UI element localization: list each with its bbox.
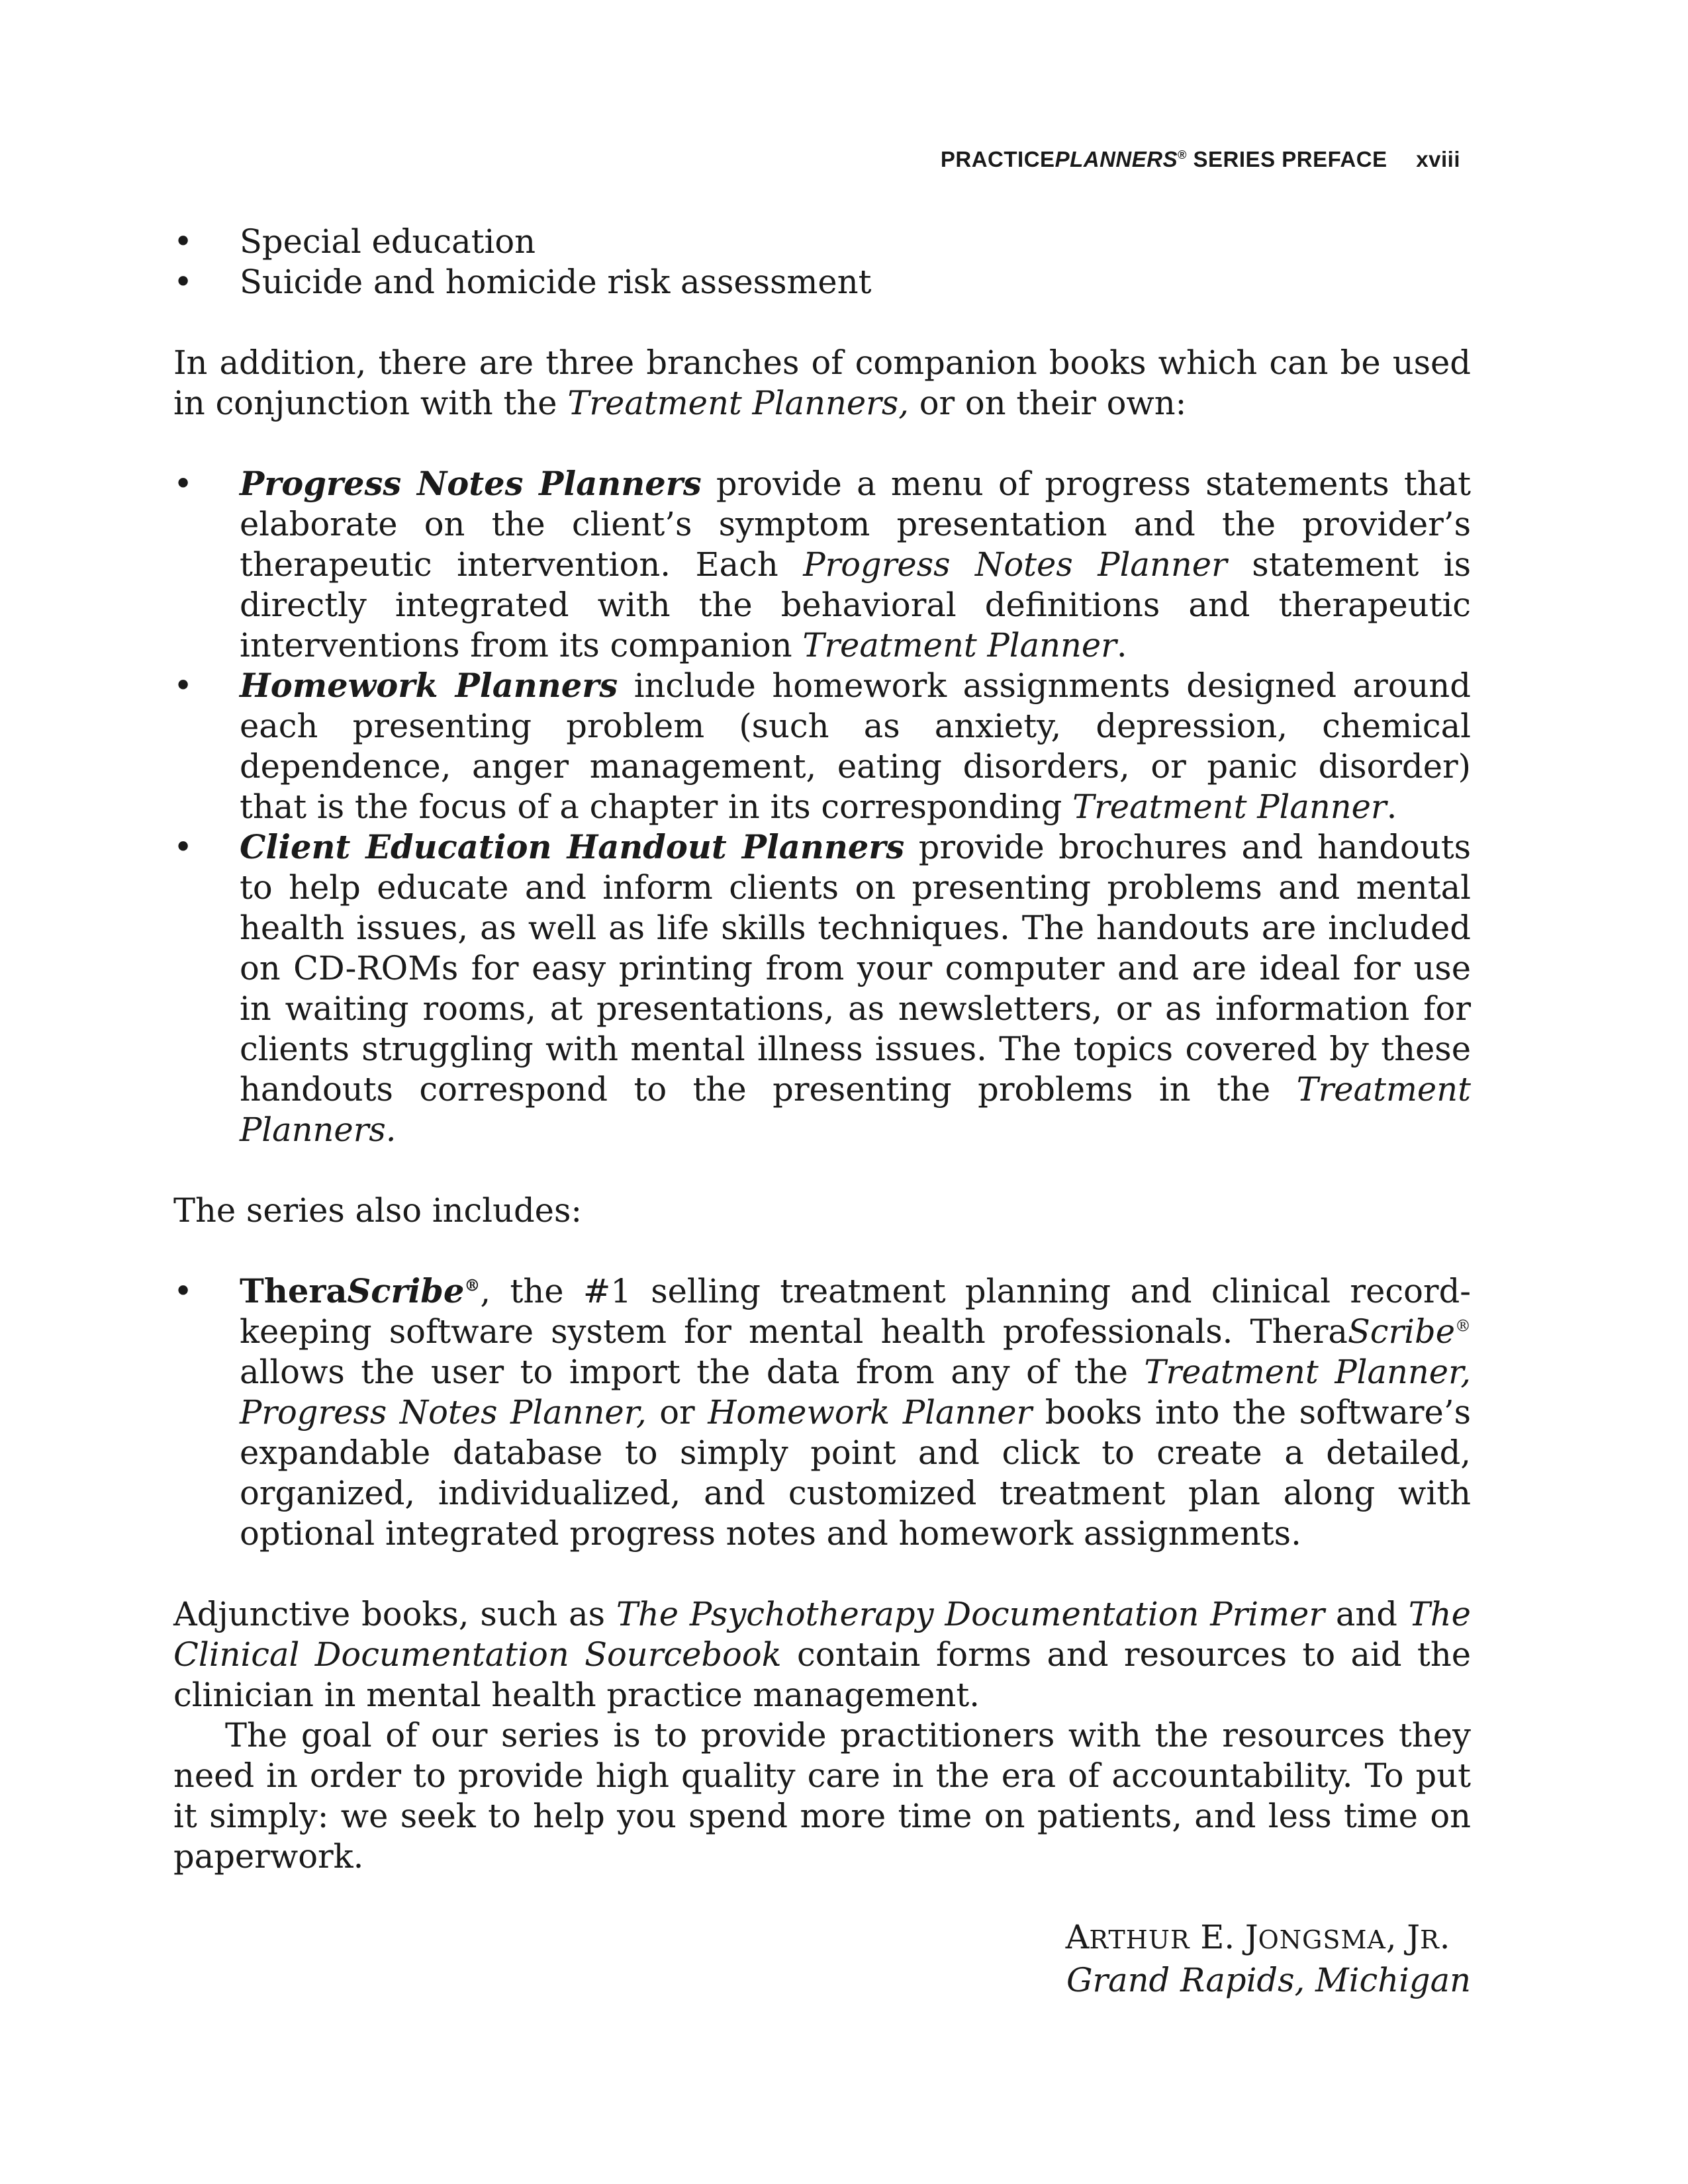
list-item-title: Treatment Planner bbox=[1072, 788, 1387, 826]
intro-text-end: or on their own: bbox=[908, 384, 1187, 422]
list-item-text: provide a menu of progress statements that elaborate on the client’s symptom presentation and the provider’s therapeutic intervention. Each bbox=[240, 465, 1471, 584]
list-item-text: . bbox=[1116, 626, 1127, 664]
list-item-title: Homework Planner bbox=[708, 1393, 1033, 1432]
author-initial: A bbox=[1065, 1918, 1090, 1956]
bullet-icon: • bbox=[173, 1272, 193, 1310]
author-smallcaps: RTHUR bbox=[1089, 1925, 1190, 1954]
bullet-icon: • bbox=[173, 222, 193, 261]
author-initial: J bbox=[1244, 1918, 1258, 1956]
intro-paragraph bbox=[173, 343, 1471, 424]
intro-title: Treatment Planners, bbox=[567, 384, 909, 422]
bullet-icon: • bbox=[173, 263, 193, 301]
running-head bbox=[941, 147, 1460, 172]
book-title: The Psychotherapy Documentation Primer bbox=[616, 1595, 1325, 1633]
product-name-italic: Scribe bbox=[1347, 1312, 1455, 1351]
series-includes-paragraph: The series also includes: bbox=[173, 1191, 583, 1230]
list-item-title: Treatment Planner bbox=[802, 626, 1117, 664]
list-item-text: provide brochures and handouts to help educate and inform clients on presenting problems and mental health issues, as well as life skills techniques. The handouts are included on CD-ROMs for easy printing from your computer and are ideal for use in waiting rooms, at presentations, as newsletters, or as information for clients struggling with mental illness issues. The topics covered by these handouts correspond to the presenting problems in the bbox=[240, 828, 1471, 1109]
signature-block bbox=[173, 1917, 1471, 2001]
list-item-text: Suicide and homicide risk assessment bbox=[240, 263, 872, 301]
author-smallcaps: ONGSMA bbox=[1258, 1925, 1386, 1954]
bullet-icon: • bbox=[173, 666, 193, 705]
list-item bbox=[173, 262, 1471, 302]
author-location: Grand Rapids, Michigan bbox=[1066, 1961, 1471, 1999]
list-item-text: include homework assignments designed around each presenting problem (such as anxiety, depression, chemical dependence, anger management, eating disorders, or panic disorder) that is the focus of a chapter in its corresponding bbox=[240, 666, 1471, 826]
page-number: xviii bbox=[1416, 147, 1460, 171]
list-item-text: Special education bbox=[240, 222, 536, 261]
author-name bbox=[173, 1917, 1471, 1960]
list-item-text: . bbox=[1386, 788, 1397, 826]
author-initial: J bbox=[1407, 1918, 1421, 1956]
list-item-text: allows the user to import the data from any of the bbox=[240, 1353, 1145, 1391]
paragraph-text: Adjunctive books, such as bbox=[173, 1595, 616, 1633]
adjunctive-paragraph bbox=[173, 1594, 1471, 1715]
list-item-term: Progress Notes Planners bbox=[240, 465, 702, 503]
paragraph-text: contain forms and resources to aid the clinician in mental health practice management. bbox=[173, 1635, 1471, 1714]
goal-paragraph: The goal of our series is to provide practitioners with the resources they need in order to provide high quality care in the era of accountability. To put it simply: we seek to help you spend more time on patients, and less time on paperwork. bbox=[173, 1716, 1471, 1876]
author-smallcaps: R bbox=[1420, 1925, 1440, 1954]
list-item-text: books into the software’s expandable database to simply point and click to create a detailed, organized, individualized, and customized treatment plan along with optional integrated progress notes and homework assignments. bbox=[240, 1393, 1471, 1553]
list-item-text: statement is directly integrated with the behavioral definitions and therapeutic interventions from its companion bbox=[240, 545, 1471, 664]
body-text bbox=[173, 222, 1471, 2001]
list-item bbox=[173, 1271, 1471, 1554]
companion-book-list bbox=[173, 464, 1471, 1150]
bullet-icon: • bbox=[173, 828, 193, 866]
paragraph-text: and bbox=[1324, 1595, 1409, 1633]
top-bullet-list bbox=[173, 222, 1471, 302]
list-item-term: Homework Planners bbox=[240, 666, 618, 705]
list-item-term: Client Education Handout Planners bbox=[240, 828, 905, 866]
list-item bbox=[173, 827, 1471, 1150]
reg-mark: ® bbox=[1455, 1316, 1471, 1336]
author-middle: E. bbox=[1190, 1918, 1245, 1956]
intro-text: In addition, there are three branches of companion books which can be used in conjunction with the bbox=[173, 343, 1471, 422]
running-head-section: SERIES PREFACE bbox=[1193, 147, 1387, 171]
list-item-title: Progress Notes Planner bbox=[803, 545, 1227, 584]
running-head-series: PRACTICE bbox=[940, 147, 1055, 171]
product-name-italic: Scribe bbox=[347, 1272, 465, 1310]
software-list bbox=[173, 1271, 1471, 1554]
list-item bbox=[173, 464, 1471, 666]
list-item-title: Treatment Planners. bbox=[240, 1070, 1471, 1149]
bullet-icon: • bbox=[173, 465, 193, 503]
list-item-text: , the #1 selling treatment planning and clinical record-keeping software system for mental health professionals. Thera bbox=[240, 1272, 1471, 1351]
running-head-reg-mark: ® bbox=[1178, 148, 1187, 161]
author-comma: , bbox=[1385, 1918, 1407, 1956]
list-item-title: Treatment Planner, Progress Notes Planner, bbox=[240, 1353, 1472, 1432]
list-item-text: or bbox=[646, 1393, 708, 1432]
reg-mark: ® bbox=[464, 1275, 481, 1295]
product-name: Thera bbox=[240, 1272, 348, 1310]
list-item bbox=[173, 666, 1471, 827]
book-title: The Clinical Documentation Sourcebook bbox=[173, 1595, 1471, 1674]
author-period: . bbox=[1439, 1918, 1450, 1956]
list-item bbox=[173, 222, 1471, 262]
running-head-series-italic: PLANNERS bbox=[1055, 147, 1178, 171]
